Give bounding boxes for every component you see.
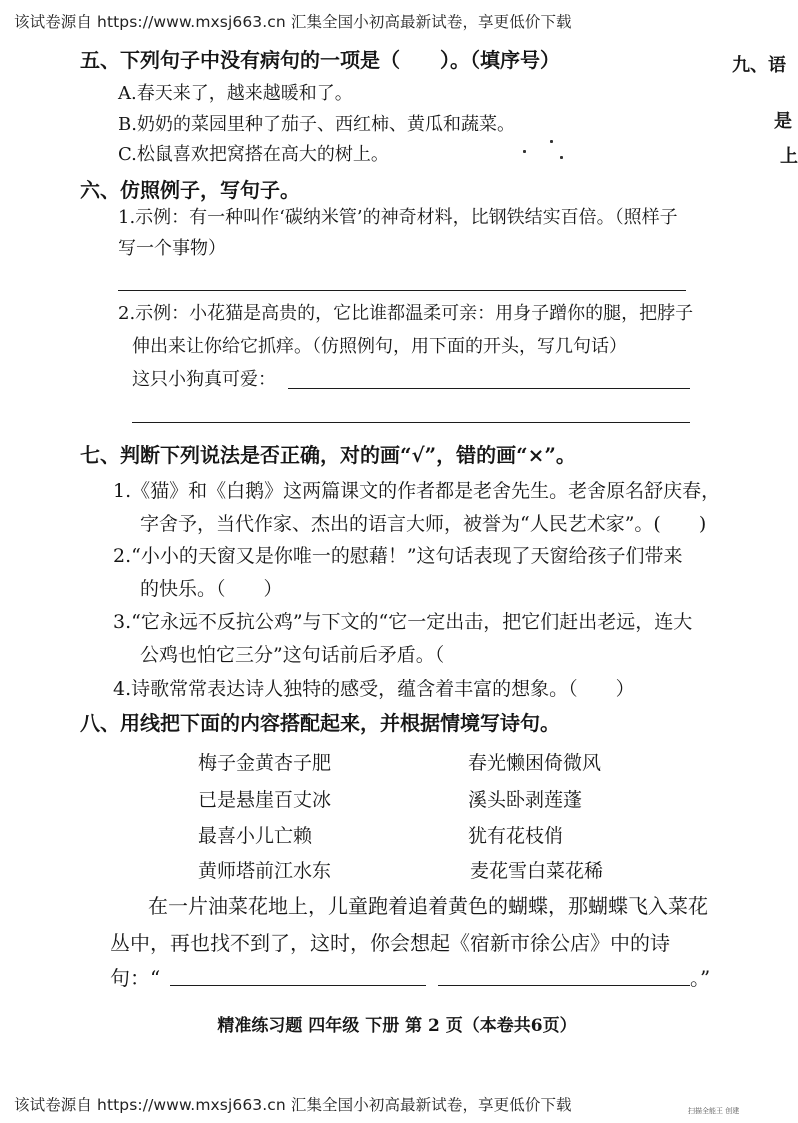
scan-speck — [550, 140, 553, 143]
q8-right-line-4[interactable]: 麦花雪白菜花稀 — [470, 860, 604, 882]
q8-left-line-2[interactable]: 已是悬崖百丈冰 — [198, 789, 332, 811]
scan-speck — [560, 156, 563, 159]
source-banner-top: 该试卷源自 https://www.mxsj663.cn 汇集全国小初高最新试卷，享更低价下载 — [14, 13, 572, 31]
q8-left-line-1[interactable]: 梅子金黄杏子肥 — [198, 752, 332, 774]
q8-left-line-4[interactable]: 黄师塔前江水东 — [198, 860, 332, 882]
q8-right-line-3[interactable]: 犹有花枝俏 — [468, 825, 564, 847]
q8-left-line-3[interactable]: 最喜小儿亡赖 — [198, 825, 313, 847]
q5-option-b: B.奶奶的菜园里种了茄子、西红柿、黄瓜和蔬菜。 — [118, 114, 515, 135]
q8-title: 八、用线把下面的内容搭配起来，并根据情境写诗句。 — [80, 711, 560, 735]
right-edge-fragment-q9: 九、语 — [732, 55, 786, 76]
right-edge-fragment-2: 是 — [774, 111, 792, 132]
q7-item4: 4.诗歌常常表达诗人独特的感受，蕴含着丰富的想象。（ ） — [113, 678, 635, 700]
q6-item2-answer-line-1[interactable] — [288, 388, 690, 389]
q7-item3-line1: 3.“它永远不反抗公鸡”与下文的“它一定出击，把它们赶出老远，连大 — [113, 611, 693, 633]
q8-scenario-line1: 在一片油菜花地上，儿童跑着追着黄色的蝴蝶，那蝴蝶飞入菜花 — [148, 894, 708, 918]
q5-title: 五、下列句子中没有病句的一项是（ ）。（填序号） — [80, 48, 560, 72]
q7-item1-line1: 1.《猫》和《白鹅》这两篇课文的作者都是老舍先生。老舍原名舒庆春， — [113, 480, 721, 502]
source-banner-bottom: 该试卷源自 https://www.mxsj663.cn 汇集全国小初高最新试卷，享更低价下载 — [14, 1096, 572, 1114]
q7-item2-line1: 2.“小小的天窗又是你唯一的慰藉！”这句话表现了天窗给孩子们带来 — [113, 545, 683, 567]
q8-scenario-suffix: 。” — [690, 966, 711, 990]
q6-item2-answer-line-2[interactable] — [132, 422, 690, 423]
q8-answer-line-2[interactable] — [438, 985, 690, 986]
q8-right-line-1[interactable]: 春光懒困倚微风 — [468, 752, 602, 774]
q7-item2-line2: 的快乐。（ ） — [140, 578, 283, 600]
q5-option-c: C.松鼠喜欢把窝搭在高大的树上。 — [118, 144, 389, 165]
page-footer: 精准练习题 四年级 下册 第 2 页（本卷共6页） — [217, 1016, 577, 1036]
scanner-watermark: 扫描全能王 创建 — [688, 1107, 740, 1115]
q7-item3-line2: 公鸡也怕它三分”这句话前后矛盾。（ — [140, 644, 445, 666]
q5-option-a: A.春天来了，越来越暖和了。 — [118, 83, 353, 104]
q6-item2-prompt: 这只小狗真可爱： — [132, 369, 276, 390]
q6-item1-answer-line[interactable] — [118, 290, 686, 291]
scan-speck — [523, 150, 526, 153]
q6-item1-line1: 1.示例：有一种叫作‘碳纳米管’的神奇材料，比钢铁结实百倍。（照样子 — [118, 207, 678, 228]
q6-item1-line2: 写一个事物） — [118, 238, 226, 259]
q6-item2-line2: 伸出来让你给它抓痒。（仿照例句，用下面的开头，写几句话） — [132, 336, 627, 357]
q8-right-line-2[interactable]: 溪头卧剥莲蓬 — [468, 789, 583, 811]
q7-title: 七、判断下列说法是否正确，对的画“√”，错的画“×”。 — [80, 443, 576, 467]
right-edge-fragment-3: 上 — [780, 146, 798, 167]
q8-answer-line-1[interactable] — [170, 985, 426, 986]
q6-title: 六、仿照例子，写句子。 — [80, 178, 300, 202]
q7-item1-line2: 字舍予，当代作家、杰出的语言大师，被誉为“人民艺术家”。( ) — [140, 513, 707, 535]
q8-scenario-prefix: 句：“ — [110, 966, 161, 990]
q6-item2-line1: 2.示例：小花猫是高贵的，它比谁都温柔可亲：用身子蹭你的腿，把脖子 — [118, 303, 694, 324]
q8-scenario-line2: 丛中，再也找不到了，这时，你会想起《宿新市徐公店》中的诗 — [110, 931, 670, 955]
